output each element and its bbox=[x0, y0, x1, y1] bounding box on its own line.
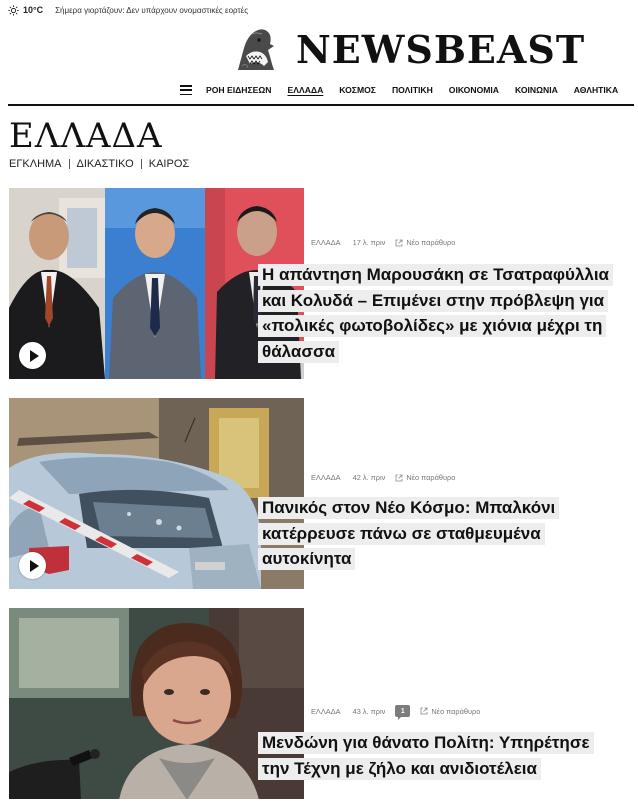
article-headline[interactable] bbox=[258, 262, 618, 364]
nav-item-ellada[interactable]: ΕΛΛΑΔΑ bbox=[287, 85, 324, 95]
open-new-window-link[interactable] bbox=[420, 707, 480, 716]
new-window-label: Νέο παράθυρο bbox=[406, 238, 456, 247]
article-headline[interactable] bbox=[258, 495, 618, 572]
subnav-separator bbox=[141, 159, 142, 169]
article-card bbox=[9, 398, 635, 589]
top-bar bbox=[8, 3, 248, 17]
comment-count-badge[interactable]: 1 bbox=[395, 705, 410, 717]
subnav-item-kairos[interactable]: ΚΑΙΡΟΣ bbox=[148, 158, 190, 170]
article-time: 17 λ. πριν bbox=[352, 238, 386, 247]
article-time: 42 λ. πριν bbox=[352, 473, 386, 482]
main-nav bbox=[180, 80, 618, 100]
new-window-label: Νέο παράθυρο bbox=[431, 706, 481, 716]
hamburger-icon[interactable] bbox=[180, 85, 192, 95]
article-card bbox=[9, 188, 635, 379]
nav-divider bbox=[8, 104, 634, 106]
article-category[interactable]: ΕΛΛΑΔΑ bbox=[311, 473, 341, 482]
section-title: ΕΛΛΑΔΑ bbox=[9, 116, 163, 156]
article-headline[interactable] bbox=[258, 730, 618, 781]
article-headline-text[interactable]: Πανικός στον Νέο Κόσμο: Μπαλκόνι κατέρρευσε πάνω σε σταθμευμένα αυτοκίνητα bbox=[258, 497, 559, 570]
open-new-window-link[interactable] bbox=[395, 238, 455, 247]
article-headline-text[interactable]: Η απάντηση Μαρουσάκη σε Τσατραφύλλια και Κολυδά – Επιμένει στην πρόβλεψη για «πολικές φωτοβολίδες» με χιόνια μέχρι τη θάλασσα bbox=[258, 264, 613, 363]
nav-item-koinonia[interactable]: ΚΟΙΝΩΝΙΑ bbox=[515, 85, 558, 95]
nav-item-roi-eidiseon[interactable]: ΡΟΗ ΕΙΔΗΣΕΩΝ bbox=[206, 85, 272, 95]
subnav-item-dikastiko[interactable]: ΔΙΚΑΣΤΙΚΟ bbox=[76, 158, 134, 170]
article-time: 43 λ. πριν bbox=[352, 706, 386, 716]
nav-item-politiki[interactable]: ΠΟΛΙΤΙΚΗ bbox=[391, 85, 433, 95]
play-video-icon[interactable] bbox=[19, 342, 46, 369]
nameday-text: Σήμερα γιορτάζουν: Δεν υπάρχουν ονομαστικές εορτές bbox=[55, 5, 249, 15]
article-meta bbox=[311, 238, 455, 247]
external-link-icon bbox=[395, 239, 403, 247]
article-card bbox=[9, 608, 635, 800]
temperature: 10°C bbox=[23, 5, 44, 15]
section-subnav bbox=[9, 158, 189, 170]
external-link-icon bbox=[395, 474, 403, 482]
site-logo[interactable] bbox=[234, 26, 585, 72]
play-video-icon[interactable] bbox=[19, 552, 46, 579]
nav-item-kosmos[interactable]: ΚΟΣΜΟΣ bbox=[339, 85, 376, 95]
article-meta bbox=[311, 473, 455, 482]
nav-item-oikonomia[interactable]: ΟΙΚΟΝΟΜΙΑ bbox=[448, 85, 500, 95]
brand-wordmark: NEWSBEAST bbox=[296, 26, 586, 72]
subnav-item-egklima[interactable]: ΕΓΚΛΗΜΑ bbox=[9, 158, 62, 170]
external-link-icon bbox=[420, 707, 428, 715]
nav-item-athlitika[interactable]: ΑΘΛΗΤΙΚΑ bbox=[573, 85, 619, 95]
article-category[interactable]: ΕΛΛΑΔΑ bbox=[311, 238, 341, 247]
shark-logo-icon bbox=[234, 26, 276, 72]
article-category[interactable]: ΕΛΛΑΔΑ bbox=[311, 706, 341, 716]
open-new-window-link[interactable] bbox=[395, 473, 455, 482]
sun-icon bbox=[8, 5, 19, 16]
subnav-separator bbox=[69, 159, 70, 169]
article-headline-text[interactable]: Μενδώνη για θάνατο Πολίτη: Υπηρέτησε την Τέχνη με ζήλο και ανιδιοτέλεια bbox=[258, 732, 594, 780]
article-meta bbox=[311, 705, 480, 717]
new-window-label: Νέο παράθυρο bbox=[406, 473, 456, 482]
